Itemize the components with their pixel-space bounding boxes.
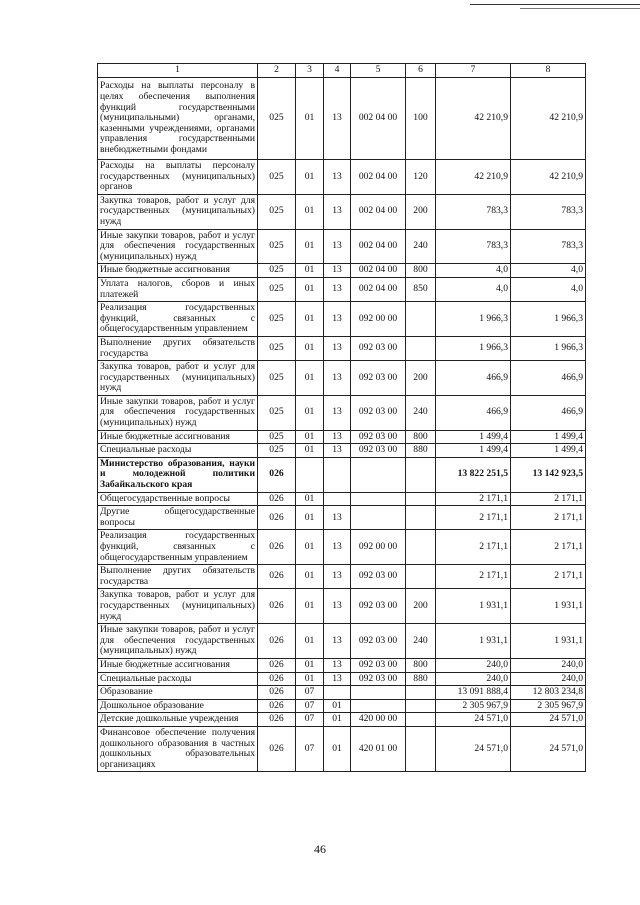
amount-year-1: 4,0 bbox=[436, 277, 511, 301]
table-row bbox=[98, 264, 586, 278]
amount-year-2: 2 171,1 bbox=[511, 530, 586, 565]
subsection-code bbox=[324, 492, 351, 506]
amount-year-1: 1 499,4 bbox=[436, 444, 511, 458]
amount-year-1: 240,0 bbox=[436, 658, 511, 672]
amount-year-1: 24 571,0 bbox=[436, 726, 511, 771]
amount-year-2: 2 305 967,9 bbox=[511, 699, 586, 713]
amount-year-2: 240,0 bbox=[511, 658, 586, 672]
subsection-code bbox=[324, 457, 351, 492]
subsection-code: 13 bbox=[324, 565, 351, 589]
expense-type-code bbox=[406, 686, 436, 700]
ministry-code: 025 bbox=[258, 78, 296, 160]
section-code: 01 bbox=[296, 229, 324, 264]
ministry-code: 026 bbox=[258, 726, 296, 771]
expense-type-code: 800 bbox=[406, 658, 436, 672]
section-code: 01 bbox=[296, 658, 324, 672]
amount-year-1: 1 499,4 bbox=[436, 430, 511, 444]
row-description: Образование bbox=[98, 686, 258, 700]
row-description: Уплата налогов, сборов и иных платежей bbox=[98, 277, 258, 301]
table-row bbox=[98, 589, 586, 624]
ministry-code: 025 bbox=[258, 229, 296, 264]
target-article-code: 092 03 00 bbox=[351, 444, 406, 458]
row-description: Специальные расходы bbox=[98, 672, 258, 686]
amount-year-2: 42 210,9 bbox=[511, 160, 586, 195]
ministry-code: 025 bbox=[258, 277, 296, 301]
section-code: 01 bbox=[296, 565, 324, 589]
amount-year-1: 42 210,9 bbox=[436, 78, 511, 160]
table-row bbox=[98, 361, 586, 396]
row-description: Расходы на выплаты персоналу в целях обеспечения выполнения функций государственными (муниципальными) органами, казенными учреждениями, органами управления государственными внебюджетными фондами bbox=[98, 78, 258, 160]
section-code: 01 bbox=[296, 506, 324, 530]
amount-year-2: 13 142 923,5 bbox=[511, 457, 586, 492]
subsection-code: 13 bbox=[324, 78, 351, 160]
amount-year-1: 466,9 bbox=[436, 361, 511, 396]
ministry-code: 025 bbox=[258, 302, 296, 337]
table-row bbox=[98, 565, 586, 589]
row-description: Дошкольное образование bbox=[98, 699, 258, 713]
target-article-code: 092 03 00 bbox=[351, 589, 406, 624]
ministry-code: 026 bbox=[258, 530, 296, 565]
amount-year-2: 12 803 234,8 bbox=[511, 686, 586, 700]
expense-type-code bbox=[406, 726, 436, 771]
amount-year-2: 1 499,4 bbox=[511, 444, 586, 458]
column-header: 8 bbox=[511, 64, 586, 78]
amount-year-1: 24 571,0 bbox=[436, 713, 511, 727]
subsection-code: 13 bbox=[324, 530, 351, 565]
subsection-code: 13 bbox=[324, 361, 351, 396]
table-row bbox=[98, 624, 586, 659]
subsection-code: 13 bbox=[324, 658, 351, 672]
table-row bbox=[98, 194, 586, 229]
column-header: 4 bbox=[324, 64, 351, 78]
section-code: 07 bbox=[296, 713, 324, 727]
expense-type-code: 240 bbox=[406, 624, 436, 659]
target-article-code bbox=[351, 506, 406, 530]
section-code: 07 bbox=[296, 686, 324, 700]
ministry-code: 026 bbox=[258, 686, 296, 700]
section-code: 01 bbox=[296, 395, 324, 430]
amount-year-2: 466,9 bbox=[511, 395, 586, 430]
subsection-code: 13 bbox=[324, 430, 351, 444]
row-description: Иные закупки товаров, работ и услуг для обеспечения государственных (муниципальных) нужд bbox=[98, 624, 258, 659]
ministry-code: 025 bbox=[258, 361, 296, 396]
target-article-code: 092 03 00 bbox=[351, 565, 406, 589]
row-description: Иные бюджетные ассигнования bbox=[98, 658, 258, 672]
section-code: 01 bbox=[296, 672, 324, 686]
expense-type-code: 200 bbox=[406, 194, 436, 229]
table-row bbox=[98, 686, 586, 700]
amount-year-1: 13 822 251,5 bbox=[436, 457, 511, 492]
amount-year-2: 4,0 bbox=[511, 277, 586, 301]
row-description: Финансовое обеспечение получения дошкольного образования в частных дошкольных образовательных организациях bbox=[98, 726, 258, 771]
row-description: Детские дошкольные учреждения bbox=[98, 713, 258, 727]
subsection-code: 13 bbox=[324, 506, 351, 530]
expense-type-code: 200 bbox=[406, 361, 436, 396]
row-description: Реализация государственных функций, связанных с общегосударственным управлением bbox=[98, 302, 258, 337]
row-description: Иные закупки товаров, работ и услуг для обеспечения государственных (муниципальных) нужд bbox=[98, 395, 258, 430]
section-code: 01 bbox=[296, 361, 324, 396]
table-row bbox=[98, 726, 586, 771]
amount-year-2: 24 571,0 bbox=[511, 713, 586, 727]
table-row bbox=[98, 229, 586, 264]
amount-year-1: 2 171,1 bbox=[436, 565, 511, 589]
amount-year-1: 240,0 bbox=[436, 672, 511, 686]
ministry-code: 026 bbox=[258, 506, 296, 530]
target-article-code: 002 04 00 bbox=[351, 264, 406, 278]
section-code bbox=[296, 457, 324, 492]
column-header: 3 bbox=[296, 64, 324, 78]
target-article-code: 092 03 00 bbox=[351, 624, 406, 659]
amount-year-2: 24 571,0 bbox=[511, 726, 586, 771]
subsection-code: 01 bbox=[324, 726, 351, 771]
subsection-code: 13 bbox=[324, 395, 351, 430]
ministry-code: 025 bbox=[258, 430, 296, 444]
target-article-code: 092 00 00 bbox=[351, 530, 406, 565]
table-row bbox=[98, 713, 586, 727]
amount-year-2: 1 966,3 bbox=[511, 336, 586, 360]
expense-type-code: 850 bbox=[406, 277, 436, 301]
target-article-code bbox=[351, 699, 406, 713]
table-row bbox=[98, 444, 586, 458]
expense-type-code: 880 bbox=[406, 444, 436, 458]
table-row bbox=[98, 277, 586, 301]
table-header-row bbox=[98, 64, 586, 78]
row-description: Иные закупки товаров, работ и услуг для обеспечения государственных (муниципальных) нужд bbox=[98, 229, 258, 264]
amount-year-2: 783,3 bbox=[511, 194, 586, 229]
section-code: 01 bbox=[296, 78, 324, 160]
target-article-code: 002 04 00 bbox=[351, 194, 406, 229]
amount-year-2: 42 210,9 bbox=[511, 78, 586, 160]
expense-type-code bbox=[406, 492, 436, 506]
table-row bbox=[98, 457, 586, 492]
amount-year-1: 1 966,3 bbox=[436, 336, 511, 360]
amount-year-2: 1 931,1 bbox=[511, 589, 586, 624]
ministry-code: 025 bbox=[258, 194, 296, 229]
expense-type-code bbox=[406, 699, 436, 713]
subsection-code: 13 bbox=[324, 336, 351, 360]
target-article-code bbox=[351, 457, 406, 492]
ministry-code: 025 bbox=[258, 395, 296, 430]
amount-year-2: 1 499,4 bbox=[511, 430, 586, 444]
expense-type-code: 240 bbox=[406, 395, 436, 430]
row-description: Иные бюджетные ассигнования bbox=[98, 264, 258, 278]
ministry-code: 026 bbox=[258, 624, 296, 659]
subsection-code: 01 bbox=[324, 699, 351, 713]
table-row bbox=[98, 658, 586, 672]
amount-year-1: 2 171,1 bbox=[436, 530, 511, 565]
row-description: Закупка товаров, работ и услуг для государственных (муниципальных) нужд bbox=[98, 361, 258, 396]
target-article-code: 092 03 00 bbox=[351, 658, 406, 672]
subsection-code: 13 bbox=[324, 672, 351, 686]
section-code: 01 bbox=[296, 589, 324, 624]
expense-type-code: 240 bbox=[406, 229, 436, 264]
top-rule-secondary bbox=[520, 8, 640, 9]
target-article-code: 092 03 00 bbox=[351, 395, 406, 430]
table-row bbox=[98, 492, 586, 506]
table-row bbox=[98, 430, 586, 444]
amount-year-2: 2 171,1 bbox=[511, 506, 586, 530]
expense-type-code bbox=[406, 565, 436, 589]
amount-year-1: 783,3 bbox=[436, 229, 511, 264]
amount-year-1: 1 931,1 bbox=[436, 624, 511, 659]
amount-year-1: 42 210,9 bbox=[436, 160, 511, 195]
ministry-code: 026 bbox=[258, 589, 296, 624]
table-row bbox=[98, 395, 586, 430]
target-article-code: 092 03 00 bbox=[351, 430, 406, 444]
ministry-code: 025 bbox=[258, 160, 296, 195]
expense-type-code: 100 bbox=[406, 78, 436, 160]
column-header: 5 bbox=[351, 64, 406, 78]
subsection-code: 13 bbox=[324, 444, 351, 458]
amount-year-2: 1 966,3 bbox=[511, 302, 586, 337]
page-number: 46 bbox=[314, 842, 326, 856]
subsection-code: 13 bbox=[324, 302, 351, 337]
expense-type-code bbox=[406, 713, 436, 727]
row-description: Реализация государственных функций, связанных с общегосударственным управлением bbox=[98, 530, 258, 565]
subsection-code bbox=[324, 686, 351, 700]
amount-year-2: 2 171,1 bbox=[511, 492, 586, 506]
section-code: 01 bbox=[296, 194, 324, 229]
amount-year-2: 2 171,1 bbox=[511, 565, 586, 589]
table-row bbox=[98, 506, 586, 530]
ministry-code: 026 bbox=[258, 672, 296, 686]
row-description: Выполнение других обязательств государства bbox=[98, 565, 258, 589]
target-article-code: 002 04 00 bbox=[351, 78, 406, 160]
ministry-code: 025 bbox=[258, 264, 296, 278]
amount-year-2: 783,3 bbox=[511, 229, 586, 264]
ministry-code: 026 bbox=[258, 457, 296, 492]
ministry-code: 025 bbox=[258, 336, 296, 360]
table-row bbox=[98, 530, 586, 565]
amount-year-1: 2 171,1 bbox=[436, 492, 511, 506]
ministry-code: 026 bbox=[258, 713, 296, 727]
amount-year-1: 2 305 967,9 bbox=[436, 699, 511, 713]
table-row bbox=[98, 302, 586, 337]
expense-type-code: 800 bbox=[406, 430, 436, 444]
expense-type-code bbox=[406, 530, 436, 565]
table-row bbox=[98, 699, 586, 713]
subsection-code: 13 bbox=[324, 624, 351, 659]
column-header: 7 bbox=[436, 64, 511, 78]
target-article-code: 092 03 00 bbox=[351, 336, 406, 360]
expense-type-code: 200 bbox=[406, 589, 436, 624]
table-row bbox=[98, 78, 586, 160]
expense-type-code: 880 bbox=[406, 672, 436, 686]
amount-year-1: 13 091 888,4 bbox=[436, 686, 511, 700]
expense-type-code bbox=[406, 336, 436, 360]
expense-type-code bbox=[406, 457, 436, 492]
amount-year-1: 1 931,1 bbox=[436, 589, 511, 624]
target-article-code bbox=[351, 492, 406, 506]
target-article-code: 092 03 00 bbox=[351, 361, 406, 396]
column-header: 1 bbox=[98, 64, 258, 78]
section-code: 01 bbox=[296, 277, 324, 301]
target-article-code: 420 00 00 bbox=[351, 713, 406, 727]
target-article-code: 002 04 00 bbox=[351, 277, 406, 301]
target-article-code: 420 01 00 bbox=[351, 726, 406, 771]
amount-year-1: 4,0 bbox=[436, 264, 511, 278]
row-description: Министерство образования, науки и молодежной политики Забайкальского края bbox=[98, 457, 258, 492]
column-header: 6 bbox=[406, 64, 436, 78]
expense-type-code bbox=[406, 302, 436, 337]
amount-year-1: 783,3 bbox=[436, 194, 511, 229]
subsection-code: 13 bbox=[324, 589, 351, 624]
table-row bbox=[98, 160, 586, 195]
target-article-code: 002 04 00 bbox=[351, 229, 406, 264]
section-code: 01 bbox=[296, 160, 324, 195]
row-description: Общегосударственные вопросы bbox=[98, 492, 258, 506]
amount-year-1: 1 966,3 bbox=[436, 302, 511, 337]
table-row bbox=[98, 672, 586, 686]
section-code: 01 bbox=[296, 624, 324, 659]
subsection-code: 13 bbox=[324, 194, 351, 229]
amount-year-1: 466,9 bbox=[436, 395, 511, 430]
row-description: Специальные расходы bbox=[98, 444, 258, 458]
row-description: Другие общегосударственные вопросы bbox=[98, 506, 258, 530]
top-rule bbox=[470, 4, 640, 5]
row-description: Закупка товаров, работ и услуг для государственных (муниципальных) нужд bbox=[98, 194, 258, 229]
ministry-code: 026 bbox=[258, 565, 296, 589]
row-description: Закупка товаров, работ и услуг для государственных (муниципальных) нужд bbox=[98, 589, 258, 624]
ministry-code: 026 bbox=[258, 658, 296, 672]
table-row bbox=[98, 336, 586, 360]
amount-year-2: 4,0 bbox=[511, 264, 586, 278]
expense-type-code: 120 bbox=[406, 160, 436, 195]
section-code: 01 bbox=[296, 444, 324, 458]
budget-table bbox=[97, 63, 586, 772]
section-code: 01 bbox=[296, 302, 324, 337]
section-code: 07 bbox=[296, 726, 324, 771]
row-description: Расходы на выплаты персоналу государственных (муниципальных) органов bbox=[98, 160, 258, 195]
amount-year-2: 1 931,1 bbox=[511, 624, 586, 659]
target-article-code: 002 04 00 bbox=[351, 160, 406, 195]
amount-year-2: 466,9 bbox=[511, 361, 586, 396]
subsection-code: 13 bbox=[324, 277, 351, 301]
amount-year-1: 2 171,1 bbox=[436, 506, 511, 530]
expense-type-code bbox=[406, 506, 436, 530]
target-article-code: 092 00 00 bbox=[351, 302, 406, 337]
subsection-code: 01 bbox=[324, 713, 351, 727]
ministry-code: 026 bbox=[258, 699, 296, 713]
column-header: 2 bbox=[258, 64, 296, 78]
section-code: 01 bbox=[296, 492, 324, 506]
target-article-code: 092 03 00 bbox=[351, 672, 406, 686]
section-code: 01 bbox=[296, 530, 324, 565]
subsection-code: 13 bbox=[324, 160, 351, 195]
section-code: 01 bbox=[296, 264, 324, 278]
ministry-code: 026 bbox=[258, 492, 296, 506]
budget-table-body bbox=[98, 64, 586, 772]
section-code: 07 bbox=[296, 699, 324, 713]
expense-type-code: 800 bbox=[406, 264, 436, 278]
section-code: 01 bbox=[296, 336, 324, 360]
row-description: Иные бюджетные ассигнования bbox=[98, 430, 258, 444]
row-description: Выполнение других обязательств государства bbox=[98, 336, 258, 360]
section-code: 01 bbox=[296, 430, 324, 444]
ministry-code: 025 bbox=[258, 444, 296, 458]
subsection-code: 13 bbox=[324, 229, 351, 264]
target-article-code bbox=[351, 686, 406, 700]
amount-year-2: 240,0 bbox=[511, 672, 586, 686]
subsection-code: 13 bbox=[324, 264, 351, 278]
